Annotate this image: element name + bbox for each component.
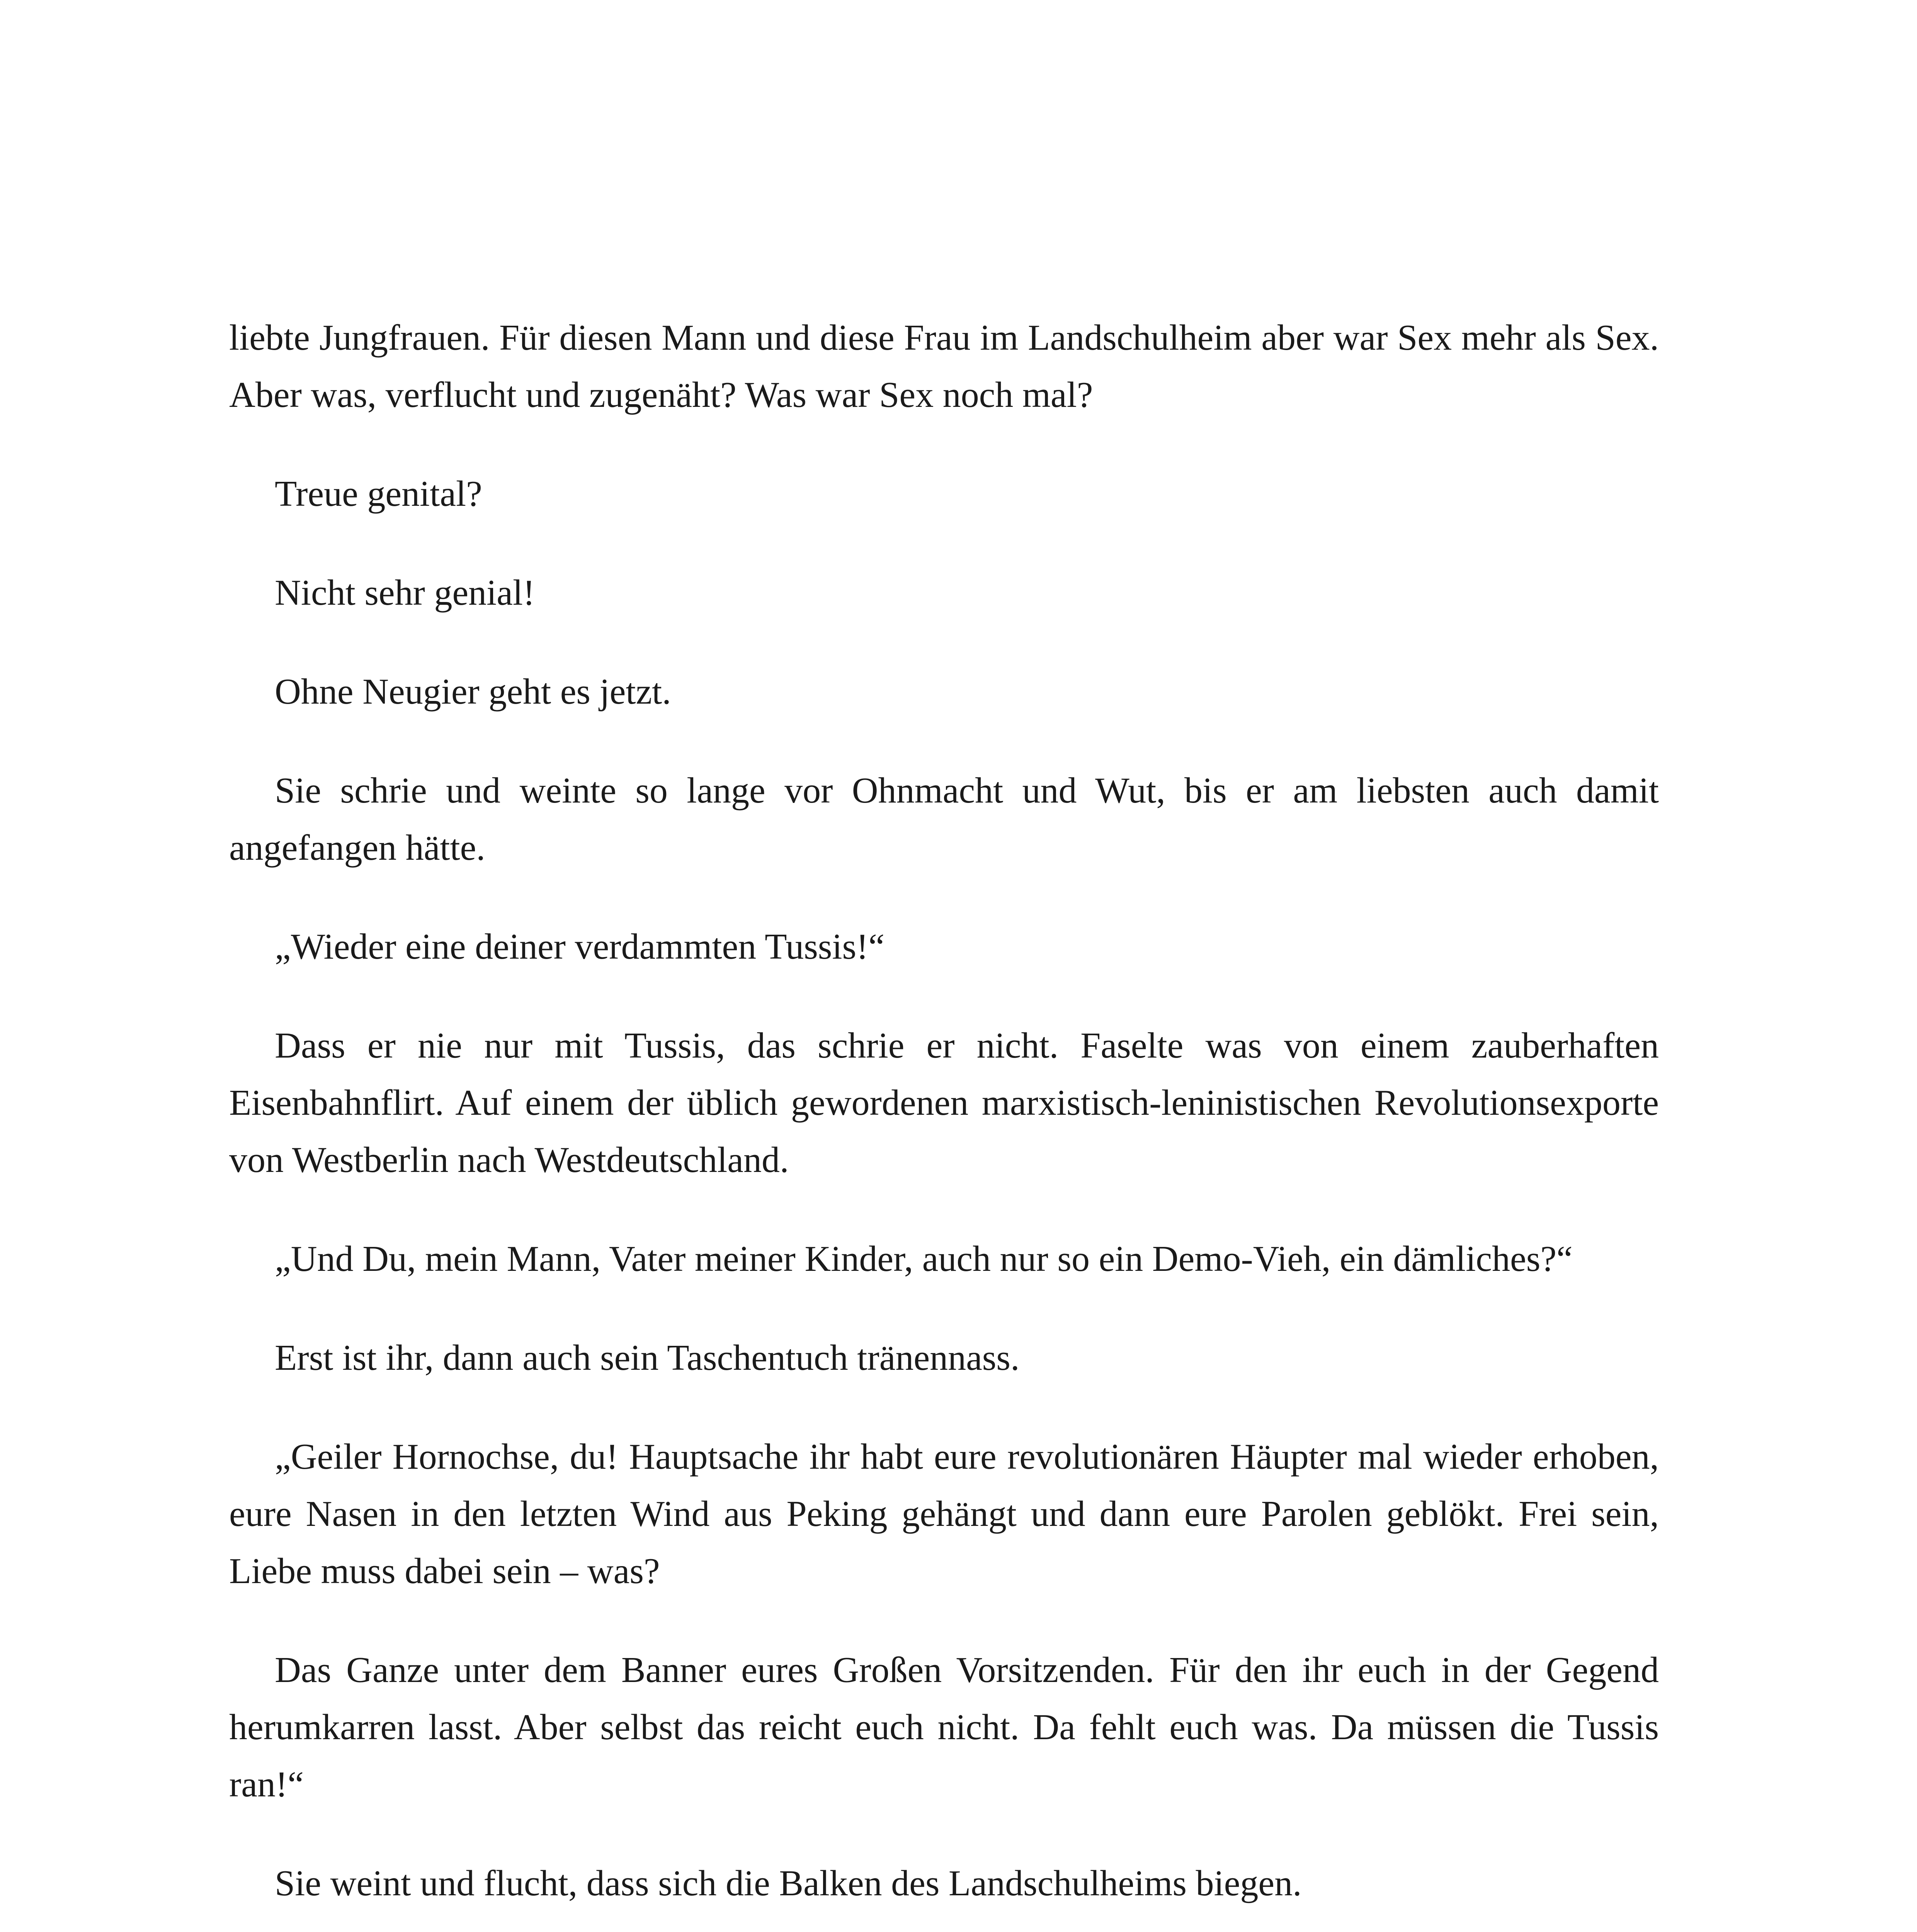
paragraph: Treue genital? [275, 474, 482, 514]
paragraph: Sie schrie und weinte so lange vor Ohnmacht und Wut, bis er am liebsten auch damit angefangen hätte. [229, 770, 1659, 868]
paragraph: „Wieder eine deiner verdammten Tussis!“ [275, 927, 885, 967]
paragraph: Nicht sehr genial! [275, 573, 535, 613]
paragraph: liebte Jungfrauen. Für diesen Mann und diese Frau im Landschulheim aber war Sex mehr als Sex. Aber was, verflucht und zugenäht? Was war Sex noch mal? [229, 318, 1659, 415]
paragraph: Das Ganze unter dem Banner eures Großen Vorsitzenden. Für den ihr euch in der Gegend herumkarren lasst. Aber selbst das reicht euch nicht. Da fehlt euch was. Da müssen die Tussis ran!“ [229, 1650, 1659, 1804]
page-body-text [229, 309, 1659, 1932]
paragraph: Sie weint und flucht, dass sich die Balken des Landschulheims biegen. [275, 1863, 1302, 1903]
paragraph: Dass er nie nur mit Tussis, das schrie er nicht. Faselte was von einem zauberhaften Eisenbahnflirt. Auf einem der üblich gewordenen marxistisch-leninistischen Revolutionsexporte von Westberlin nach Westdeutschland. [229, 1026, 1659, 1180]
paragraph: „Geiler Hornochse, du! Hauptsache ihr habt eure revolutionären Häupter mal wieder erhoben, eure Nasen in den letzten Wind aus Peking gehängt und dann eure Parolen geblökt. Frei sein, Liebe muss dabei sein – was? [229, 1437, 1659, 1591]
paragraph: Ohne Neugier geht es jetzt. [275, 672, 671, 712]
paragraph: „Und Du, mein Mann, Vater meiner Kinder, auch nur so ein Demo-Vieh, ein dämliches?“ [275, 1239, 1573, 1279]
paragraph: Erst ist ihr, dann auch sein Taschentuch tränennass. [275, 1338, 1020, 1378]
